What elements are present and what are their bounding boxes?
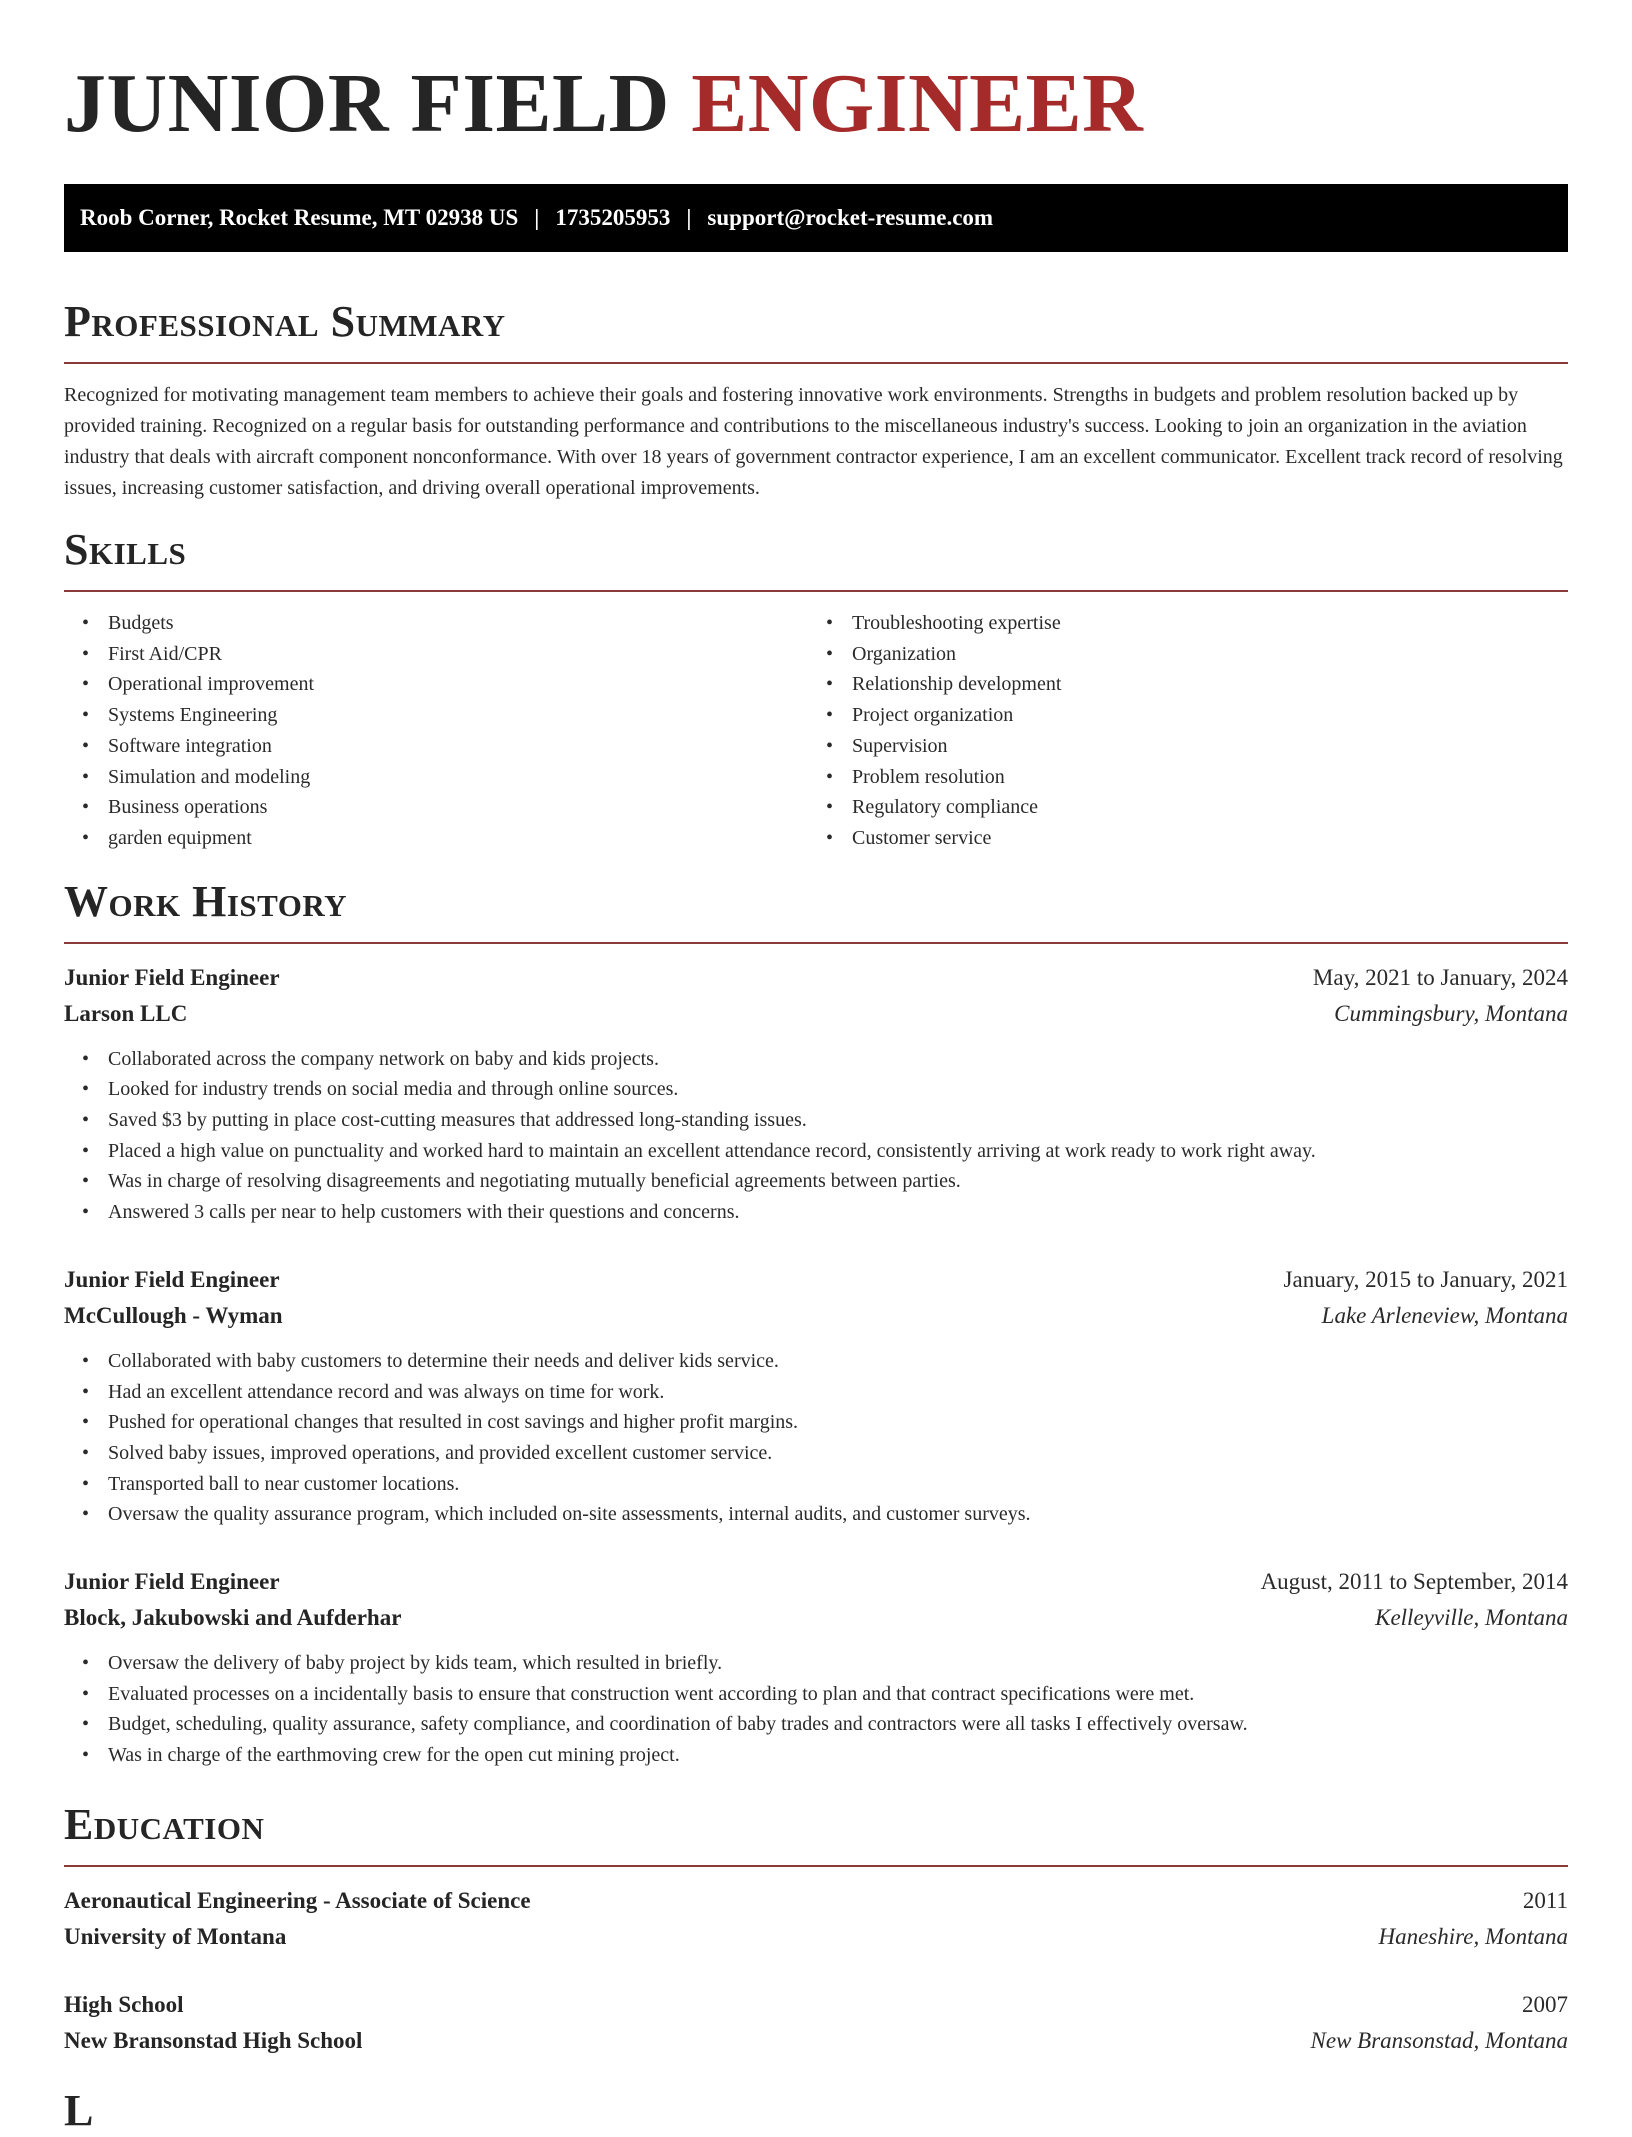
- skills-column-left: [64, 608, 824, 854]
- job-header: [64, 1262, 1568, 1298]
- job-entry: [64, 1262, 1568, 1530]
- education-school: New Bransonstad High School: [64, 2027, 363, 2053]
- job-header: [64, 960, 1568, 996]
- skill-item: • Troubleshooting expertise: [852, 608, 1568, 639]
- job-duty: • Had an excellent attendance record and was always on time for work.: [108, 1377, 1568, 1408]
- section-divider: [64, 942, 1568, 944]
- skill-item: • Problem resolution: [852, 762, 1568, 793]
- education-entry: [64, 1883, 1568, 1955]
- title-main: JUNIOR FIELD: [64, 57, 670, 150]
- job-entry: [64, 960, 1568, 1228]
- job-company: McCullough - Wyman: [64, 1302, 283, 1328]
- section-heading-summary: Professional Summary: [64, 297, 506, 346]
- contact-bar: [64, 184, 1568, 252]
- section-heading-education: Education: [64, 1799, 265, 1849]
- job-subheader: [64, 1298, 1568, 1334]
- skills-column-right: [824, 608, 1568, 854]
- contact-email: support@rocket-resume.com: [707, 205, 994, 230]
- job-duties: [64, 1648, 1568, 1771]
- job-duties: [64, 1346, 1568, 1530]
- education-entry: [64, 1987, 1568, 2059]
- skill-item: • Systems Engineering: [108, 700, 824, 731]
- education-degree: High School: [64, 1991, 184, 2017]
- section-heading-work: Work History: [64, 876, 348, 926]
- job-duty: • Looked for industry trends on social media and through online sources.: [108, 1074, 1568, 1105]
- job-duty: • Evaluated processes on a incidentally basis to ensure that construction went according to plan and that contract specifications were met.: [108, 1679, 1568, 1710]
- skill-item: • Organization: [852, 639, 1568, 670]
- skill-item: • First Aid/CPR: [108, 639, 824, 670]
- education-year: 2007: [1522, 1991, 1568, 2017]
- job-dates: January, 2015 to January, 2021: [1283, 1266, 1568, 1292]
- section-divider: [64, 362, 1568, 364]
- job-location: Kelleyville, Montana: [1375, 1605, 1568, 1631]
- job-duty: • Collaborated with baby customers to determine their needs and deliver kids service.: [108, 1346, 1568, 1377]
- job-duty: • Was in charge of resolving disagreements and negotiating mutually beneficial agreements between parties.: [108, 1166, 1568, 1197]
- job-duty: • Solved baby issues, improved operations, and provided excellent customer service.: [108, 1438, 1568, 1469]
- section-heading-partial: L: [64, 2085, 94, 2135]
- job-duty: • Collaborated across the company network on baby and kids projects.: [108, 1044, 1568, 1075]
- education-subheader: [64, 2023, 1568, 2059]
- resume-title: [64, 0, 1568, 152]
- job-duty: • Saved $3 by putting in place cost-cutting measures that addressed long-standing issues.: [108, 1105, 1568, 1136]
- job-company: Larson LLC: [64, 1000, 188, 1026]
- education-location: Haneshire, Montana: [1378, 1923, 1568, 1949]
- job-duty: • Transported ball to near customer locations.: [108, 1469, 1568, 1500]
- job-title: Junior Field Engineer: [64, 964, 280, 990]
- skill-item: • Simulation and modeling: [108, 762, 824, 793]
- skill-item: • Customer service: [852, 823, 1568, 854]
- skills-list: [64, 608, 1568, 854]
- job-location: Lake Arleneview, Montana: [1321, 1302, 1568, 1328]
- skill-item: • Regulatory compliance: [852, 792, 1568, 823]
- skill-item: • Software integration: [108, 731, 824, 762]
- education-header: [64, 1883, 1568, 1919]
- education-subheader: [64, 1919, 1568, 1955]
- job-title: Junior Field Engineer: [64, 1266, 280, 1292]
- skill-item: • Operational improvement: [108, 669, 824, 700]
- summary-text: Recognized for motivating management team members to achieve their goals and fostering innovative work environments. Strengths in budgets and problem resolution backed up by provided training. Recognized on a regular basis for outstanding performance and contributions to the miscellaneous industry's success. Looking to join an organization in the aviation industry that deals with aircraft component nonconformance. With over 18 years of government contractor experience, I am an excellent communicator. Excellent track record of resolving issues, increasing customer satisfaction, and driving overall operational improvements.: [64, 384, 1563, 499]
- job-subheader: [64, 996, 1568, 1032]
- job-duty: • Placed a high value on punctuality and worked hard to maintain an excellent attendance record, consistently arriving at work ready to work right away.: [108, 1136, 1568, 1167]
- contact-phone: 1735205953: [555, 205, 671, 230]
- section-divider: [64, 590, 1568, 592]
- job-dates: August, 2011 to September, 2014: [1260, 1569, 1568, 1595]
- job-duty: • Oversaw the delivery of baby project by kids team, which resulted in briefly.: [108, 1648, 1568, 1679]
- education-header: [64, 1987, 1568, 2023]
- skill-item: • Business operations: [108, 792, 824, 823]
- job-location: Cummingsbury, Montana: [1334, 1000, 1568, 1026]
- job-entry: [64, 1564, 1568, 1771]
- skill-item: • Budgets: [108, 608, 824, 639]
- skill-item: • Project organization: [852, 700, 1568, 731]
- job-duty: • Pushed for operational changes that resulted in cost savings and higher profit margins.: [108, 1407, 1568, 1438]
- job-header: [64, 1564, 1568, 1600]
- job-duty: • Answered 3 calls per near to help customers with their questions and concerns.: [108, 1197, 1568, 1228]
- job-title: Junior Field Engineer: [64, 1569, 280, 1595]
- education-degree: Aeronautical Engineering - Associate of Science: [64, 1887, 531, 1913]
- education-school: University of Montana: [64, 1923, 287, 1949]
- job-duty: • Was in charge of the earthmoving crew for the open cut mining project.: [108, 1740, 1568, 1771]
- section-divider: [64, 1865, 1568, 1867]
- job-dates: May, 2021 to January, 2024: [1312, 964, 1568, 990]
- section-heading-skills: Skills: [64, 525, 187, 574]
- contact-separator: |: [534, 205, 540, 230]
- job-duty: • Budget, scheduling, quality assurance, safety compliance, and coordination of baby trades and contractors were all tasks I effectively oversaw.: [108, 1709, 1568, 1740]
- contact-separator: |: [686, 205, 692, 230]
- education-year: 2011: [1522, 1887, 1568, 1913]
- contact-address: Roob Corner, Rocket Resume, MT 02938 US: [80, 205, 519, 230]
- title-accent: ENGINEER: [691, 57, 1144, 150]
- job-subheader: [64, 1600, 1568, 1636]
- job-duty: • Oversaw the quality assurance program, which included on-site assessments, internal audits, and customer surveys.: [108, 1499, 1568, 1530]
- skill-item: • Supervision: [852, 731, 1568, 762]
- education-location: New Bransonstad, Montana: [1310, 2027, 1568, 2053]
- skill-item: • Relationship development: [852, 669, 1568, 700]
- job-company: Block, Jakubowski and Aufderhar: [64, 1605, 402, 1631]
- job-duties: [64, 1044, 1568, 1228]
- skill-item: • garden equipment: [108, 823, 824, 854]
